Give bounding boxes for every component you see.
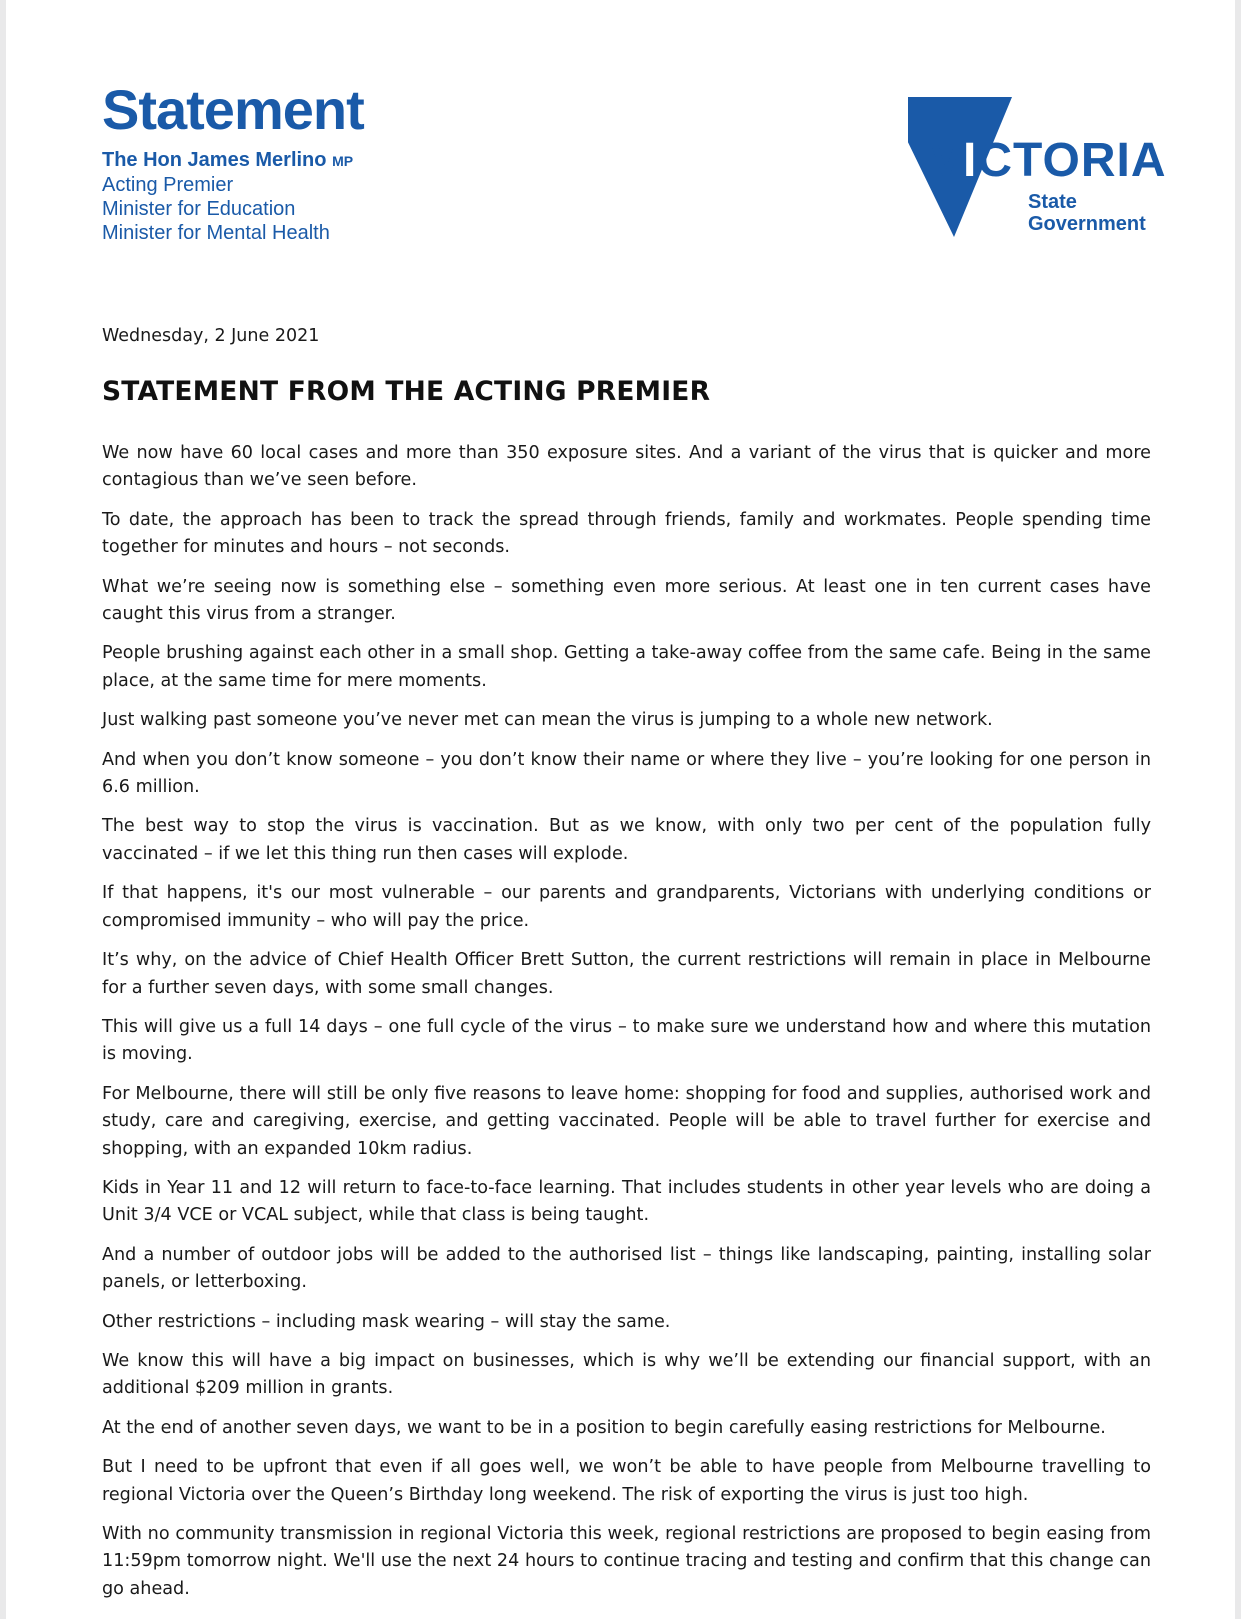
paragraph: Just walking past someone you’ve never met can mean the virus is jumping to a whole new network. bbox=[102, 710, 993, 731]
paragraph: And when you don’t know someone – you don’t know their name or where they live – you’re looking for one person in 6.6 million. bbox=[102, 749, 1151, 798]
logo-subtitle-line-1: State bbox=[1028, 191, 1077, 213]
document-type-heading: Statement bbox=[102, 78, 364, 141]
statement-body bbox=[102, 440, 1151, 1615]
letterhead bbox=[102, 78, 364, 245]
minister-suffix: MP bbox=[332, 153, 354, 169]
statement-date: Wednesday, 2 June 2021 bbox=[102, 326, 320, 346]
paragraph: What we’re seeing now is something else – something even more serious. At least one in ten current cases have caught this virus from a stranger. bbox=[102, 576, 1151, 625]
paragraph: Kids in Year 11 and 12 will return to face-to-face learning. That includes students in other year levels who are doing a Unit 3/4 VCE or VCAL subject, while that class is being taught. bbox=[102, 1177, 1151, 1226]
paragraph: The best way to stop the virus is vaccination. But as we know, with only two per cent of the population fully vaccinated – if we let this thing run then cases will explode. bbox=[102, 816, 1151, 864]
paragraph: If that happens, it's our most vulnerable – our parents and grandparents, Victorians with underlying conditions or compromised immunity – who will pay the price. bbox=[102, 883, 1151, 931]
paragraph: But I need to be upfront that even if all goes well, we won’t be able to have people from Melbourne travelling to regional Victoria over the Queen’s Birthday long weekend. The risk of exporting the virus is just too high. bbox=[102, 1457, 1151, 1505]
minister-name bbox=[102, 148, 364, 173]
paragraph: People brushing against each other in a small shop. Getting a take-away coffee from the same cafe. Being in the same place, at the same time for mere moments. bbox=[102, 643, 1151, 691]
paragraph: Other restrictions – including mask wearing – will stay the same. bbox=[102, 1311, 671, 1332]
victoria-state-government-logo bbox=[908, 95, 1188, 255]
minister-role-3: Minister for Mental Health bbox=[102, 222, 330, 244]
logo-wordmark bbox=[930, 134, 1167, 187]
logo-word-prefix: V bbox=[930, 134, 964, 187]
paragraph: At the end of another seven days, we want to be in a position to begin carefully easing restrictions for Melbourne. bbox=[102, 1417, 1106, 1438]
paragraph: We know this will have a big impact on businesses, which is why we’ll be extending our financial support, with an additional $209 million in grants. bbox=[102, 1350, 1151, 1399]
logo-subtitle bbox=[1028, 191, 1146, 235]
minister-role-1: Acting Premier bbox=[102, 174, 234, 196]
paragraph: And a number of outdoor jobs will be added to the authorised list – things like landscaping, painting, installing solar panels, or letterboxing. bbox=[102, 1244, 1151, 1293]
logo-subtitle-line-2: Government bbox=[1028, 213, 1146, 235]
paragraph: We now have 60 local cases and more than 350 exposure sites. And a variant of the virus that is quicker and more contagious than we’ve seen before. bbox=[102, 443, 1151, 491]
minister-name-text: The Hon James Merlino bbox=[102, 149, 327, 171]
paragraph: It’s why, on the advice of Chief Health Officer Brett Sutton, the current restrictions will remain in place in Melbourne for a further seven days, with some small changes. bbox=[102, 950, 1151, 998]
logo-word-suffix: CTORIA bbox=[977, 134, 1167, 187]
minister-role-2: Minister for Education bbox=[102, 198, 296, 220]
logo-word-gap: I bbox=[963, 134, 978, 187]
statement-title: STATEMENT FROM THE ACTING PREMIER bbox=[102, 376, 711, 407]
paragraph: With no community transmission in regional Victoria this week, regional restrictions are proposed to begin easing from 11:59pm tomorrow night. We'll use the next 24 hours to continue tracing and testing and confirm that this change can go ahead. bbox=[102, 1524, 1151, 1599]
paragraph: For Melbourne, there will still be only five reasons to leave home: shopping for food and supplies, authorised work and study, care and caregiving, exercise, and getting vaccinated. People will be able to travel further for exercise and shopping, with an expanded 10km radius. bbox=[102, 1083, 1151, 1159]
paragraph: To date, the approach has been to track the spread through friends, family and workmates. People spending time together for minutes and hours – not seconds. bbox=[102, 509, 1151, 558]
paragraph: This will give us a full 14 days – one full cycle of the virus – to make sure we understand how and where this mutation is moving. bbox=[102, 1016, 1151, 1065]
